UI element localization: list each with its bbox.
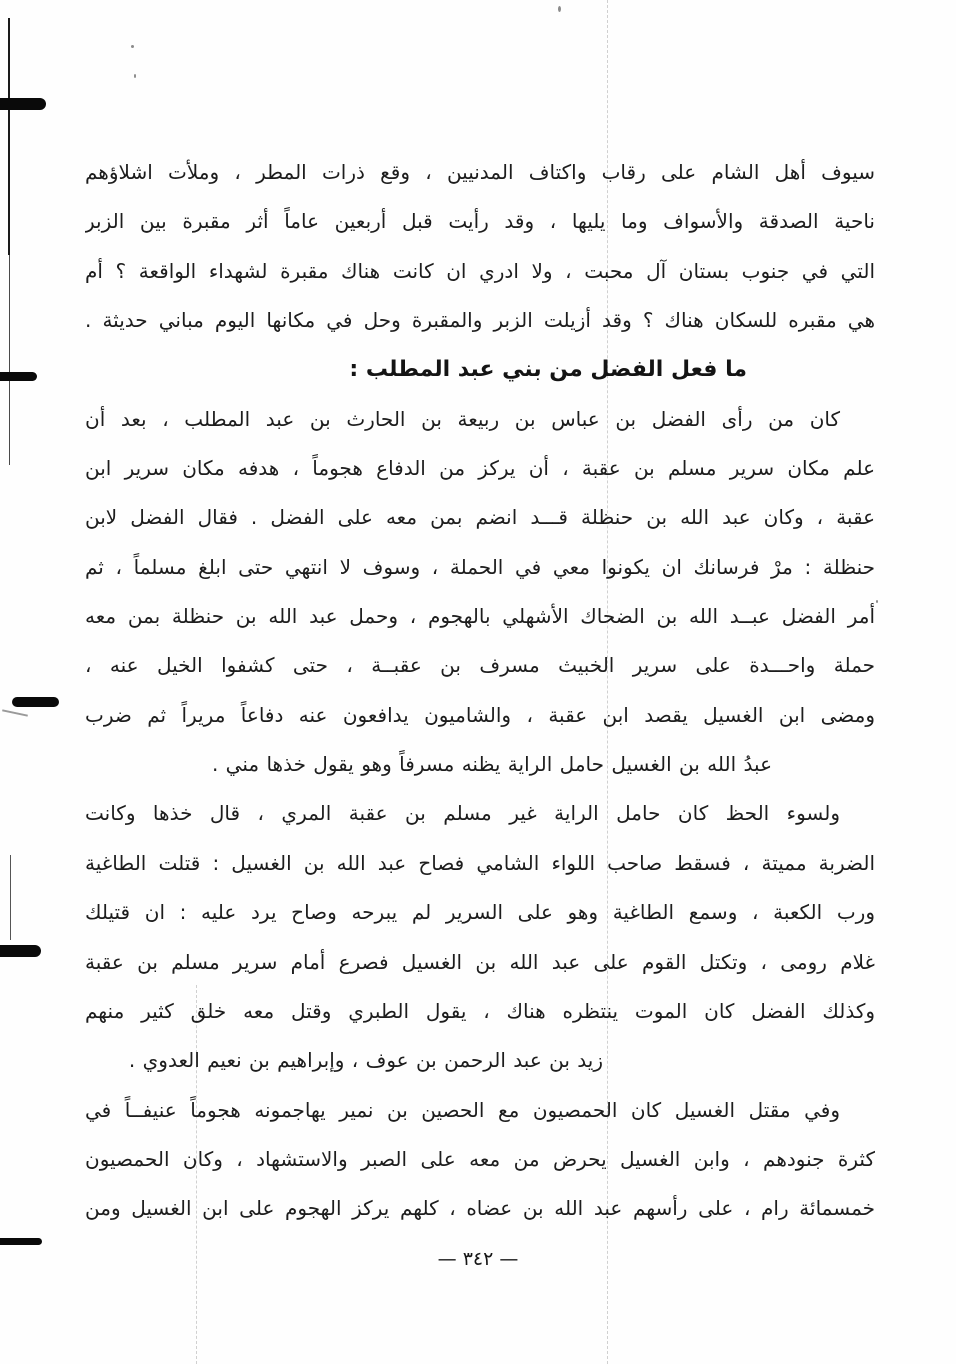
text-line: هي مقبره للسكان هناك ؟ وقد أزيلت الزبر والمقبرة وحل في مكانها اليوم مباني حديثة . [85,308,875,333]
text-line: ورب الكعبة ، وسمع الطاغية وهو على السرير لم يبرحه وصاح يرد عليه : ان قتيلك [85,900,875,925]
text-line: زيد بن عبد الرحمن بن عوف ، وإبراهيم بن نعيم العدوي . [128,1048,603,1073]
scan-speck [558,6,561,12]
text-column [85,148,875,1234]
text-line: وفي مقتل الغسيل كان الحمصيون مع الحصين بن نمير يهاجمونه هجوماً عنيفــاً في [85,1097,840,1122]
section-heading: ما فعل الفضل من بني عبد المطلب : [349,357,747,383]
text-line: كثرة جنودهم ، وابن الغسيل يحرض من معه على الصبر والاستشهاد ، وكان الحمصيون [85,1146,875,1171]
ink-blot [0,98,46,110]
paragraph [85,395,875,790]
text-line: ومضى ابن الغسيل يقصد ابن عقبة ، والشاميون يدافعون عنه دفاعاً مريراً ثم ضرب [85,702,875,727]
scan-edge-line [10,855,11,940]
text-line: أمر الفضل عبــد الله بن الضحاك الأشهلي بالهجوم ، وحمل عبد الله بن حنظلة بمن معه [85,604,875,629]
scan-edge-line [9,255,10,465]
ink-blot [0,1238,42,1245]
text-line: غلام رومى ، وتكتل القوم على عبد الله بن الغسيل فصرع أمام سرير مسلم بن عقبة [85,949,875,974]
text-line: ولسوء الحظ كان حامل الراية غير مسلم بن عقبة المري ، قال خذها وكانت [85,801,840,826]
text-line: علم مكان سرير مسلم بن عقبة ، أن يركز من الدفاع هجوماً ، هدفه مكان سرير ابن [85,456,875,481]
scan-speck [876,600,878,603]
text-line: حملة واحـــدة على سرير الخبيث مسرف بن عقبــة ، حتى كشفوا الخيل عنه ، [85,653,875,678]
text-line: ناحية الصدقة والأسواف وما يليها ، وقد رأيت قبل أربعين عاماً أثر مقبرة بين الزبر [85,209,875,234]
ink-blot [2,709,28,716]
text-line: حنظلة : مرْ فرسانك ان يكونوا معي في الحملة ، وسوف لا انتهي حتى ابلغ مسلماً ، ثم [85,554,875,579]
text-line: الضربة مميتة ، فسقط صاحب اللواء الشامي فصاح عبد الله بن الغسيل : قتلت الطاغية [85,850,875,875]
paragraph [85,789,875,1085]
scan-edge-line [8,18,10,255]
text-line: كان من رأى الفضل بن عباس بن ربيعة بن الحارث بن عبد المطلب ، بعد أن [85,406,840,431]
ink-blot [0,372,37,381]
text-line: وكذلك الفضل كان الموت ينتظره هناك ، يقول الطبري وقتل معه خلق كثير منهم [85,998,875,1023]
text-line: عقبة ، وكان عبد الله بن حنظلة قـــد انضم بمن معه على الفضل . فقال الفضل لابن [85,505,875,530]
text-line: سيوف أهل الشام على رقاب واكتاف المدنيين ، وقع ذرات المطر ، وملأت اشلاؤهم [85,160,875,184]
scan-speck [134,74,136,78]
text-line: خمسمائة رام ، على رأسهم عبد الله بن عضاه ، كلهم يركز الهجوم على ابن الغسيل ومن [85,1196,875,1221]
paragraph [85,148,875,345]
paragraph [85,1086,875,1234]
scan-speck [131,45,134,48]
text-line: التي في جنوب بستان آل محبت ، ولا ادري ان كانت هناك مقبرة لشهداء الواقعة ؟ أم [85,258,875,283]
page-number: — ٣٤٢ — [437,1248,519,1270]
ink-blot [0,945,41,957]
ink-blot [12,697,59,707]
text-line: عبدُ الله بن الغسيل حامل الراية يظنه مسرفاً وهو يقول خذها مني . [211,752,772,777]
